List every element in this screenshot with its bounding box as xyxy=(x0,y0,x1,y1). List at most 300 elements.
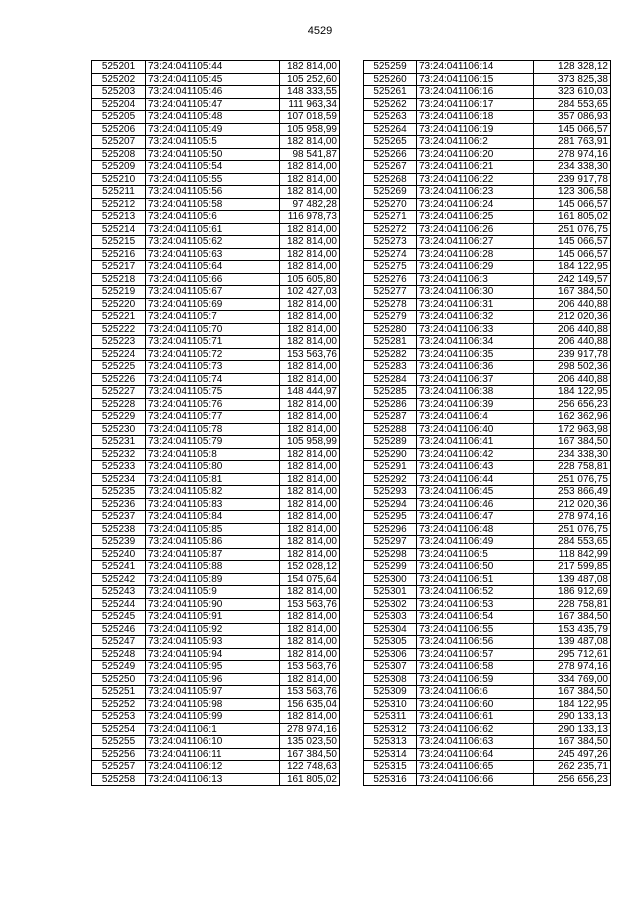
value-cell: 152 028,12 xyxy=(280,561,340,574)
record-number-cell: 525316 xyxy=(364,773,417,786)
value-cell: 182 814,00 xyxy=(280,461,340,474)
record-number-cell: 525291 xyxy=(364,461,417,474)
value-cell: 139 487,08 xyxy=(534,573,611,586)
table-row xyxy=(364,361,611,374)
cadastral-number-cell: 73:24:041106:49 xyxy=(417,536,534,549)
record-number-cell: 525277 xyxy=(364,286,417,299)
cadastral-number-cell: 73:24:041105:8 xyxy=(146,448,280,461)
value-cell: 290 133,13 xyxy=(534,723,611,736)
record-number-cell: 525209 xyxy=(92,161,146,174)
cadastral-number-cell: 73:24:041106:30 xyxy=(417,286,534,299)
record-number-cell: 525212 xyxy=(92,198,146,211)
table-row xyxy=(92,648,340,661)
cadastral-number-cell: 73:24:041105:5 xyxy=(146,136,280,149)
table-row xyxy=(92,523,340,536)
record-number-cell: 525261 xyxy=(364,86,417,99)
value-cell: 373 825,38 xyxy=(534,73,611,86)
cadastral-number-cell: 73:24:041106:20 xyxy=(417,148,534,161)
cadastral-number-cell: 73:24:041106:56 xyxy=(417,636,534,649)
table-row xyxy=(364,198,611,211)
record-number-cell: 525229 xyxy=(92,411,146,424)
record-number-cell: 525311 xyxy=(364,711,417,724)
record-number-cell: 525258 xyxy=(92,773,146,786)
cadastral-number-cell: 73:24:041105:62 xyxy=(146,236,280,249)
cadastral-number-cell: 73:24:041105:90 xyxy=(146,598,280,611)
record-number-cell: 525267 xyxy=(364,161,417,174)
cadastral-number-cell: 73:24:041106:11 xyxy=(146,748,280,761)
cadastral-number-cell: 73:24:041106:47 xyxy=(417,511,534,524)
table-row xyxy=(92,348,340,361)
value-cell: 184 122,95 xyxy=(534,386,611,399)
record-number-cell: 525211 xyxy=(92,186,146,199)
table-row xyxy=(364,548,611,561)
value-cell: 253 866,49 xyxy=(534,486,611,499)
value-cell: 153 563,76 xyxy=(280,598,340,611)
cadastral-number-cell: 73:24:041106:66 xyxy=(417,773,534,786)
table-row xyxy=(364,386,611,399)
cadastral-number-cell: 73:24:041106:17 xyxy=(417,98,534,111)
record-number-cell: 525202 xyxy=(92,73,146,86)
table-row xyxy=(92,111,340,124)
record-number-cell: 525252 xyxy=(92,698,146,711)
cadastral-number-cell: 73:24:041106:48 xyxy=(417,523,534,536)
value-cell: 242 149,57 xyxy=(534,273,611,286)
table-row xyxy=(92,223,340,236)
table-row xyxy=(364,711,611,724)
table-row xyxy=(364,748,611,761)
value-cell: 97 482,28 xyxy=(280,198,340,211)
value-cell: 167 384,50 xyxy=(534,611,611,624)
record-number-cell: 525314 xyxy=(364,748,417,761)
record-number-cell: 525241 xyxy=(92,561,146,574)
value-cell: 148 444,97 xyxy=(280,386,340,399)
value-cell: 139 487,08 xyxy=(534,636,611,649)
table-row xyxy=(364,311,611,324)
record-number-cell: 525307 xyxy=(364,661,417,674)
value-cell: 281 763,91 xyxy=(534,136,611,149)
cadastral-number-cell: 73:24:041106:13 xyxy=(146,773,280,786)
table-row xyxy=(364,348,611,361)
value-cell: 182 814,00 xyxy=(280,548,340,561)
cadastral-number-cell: 73:24:041106:61 xyxy=(417,711,534,724)
record-number-cell: 525278 xyxy=(364,298,417,311)
cadastral-number-cell: 73:24:041105:54 xyxy=(146,161,280,174)
table-row xyxy=(92,248,340,261)
table-row xyxy=(364,173,611,186)
value-cell: 162 362,96 xyxy=(534,411,611,424)
cadastral-number-cell: 73:24:041106:26 xyxy=(417,223,534,236)
record-number-cell: 525287 xyxy=(364,411,417,424)
value-cell: 228 758,81 xyxy=(534,461,611,474)
cadastral-number-cell: 73:24:041105:88 xyxy=(146,561,280,574)
table-row xyxy=(364,498,611,511)
record-number-cell: 525213 xyxy=(92,211,146,224)
cadastral-number-cell: 73:24:041106:63 xyxy=(417,736,534,749)
cadastral-number-cell: 73:24:041105:63 xyxy=(146,248,280,261)
table-row xyxy=(364,148,611,161)
value-cell: 184 122,95 xyxy=(534,698,611,711)
cadastral-number-cell: 73:24:041106:29 xyxy=(417,261,534,274)
table-row xyxy=(92,373,340,386)
record-number-cell: 525276 xyxy=(364,273,417,286)
record-number-cell: 525235 xyxy=(92,486,146,499)
record-number-cell: 525283 xyxy=(364,361,417,374)
value-cell: 161 805,02 xyxy=(280,773,340,786)
record-number-cell: 525315 xyxy=(364,761,417,774)
value-cell: 167 384,50 xyxy=(534,686,611,699)
record-number-cell: 525281 xyxy=(364,336,417,349)
record-number-cell: 525268 xyxy=(364,173,417,186)
table-row xyxy=(92,161,340,174)
table-row xyxy=(364,398,611,411)
table-row xyxy=(364,73,611,86)
table-row xyxy=(92,298,340,311)
value-cell: 102 427,03 xyxy=(280,286,340,299)
value-cell: 167 384,50 xyxy=(534,286,611,299)
cadastral-number-cell: 73:24:041105:47 xyxy=(146,98,280,111)
record-number-cell: 525203 xyxy=(92,86,146,99)
cadastral-number-cell: 73:24:041105:78 xyxy=(146,423,280,436)
record-number-cell: 525300 xyxy=(364,573,417,586)
table-row xyxy=(364,98,611,111)
value-cell: 161 805,02 xyxy=(534,211,611,224)
value-cell: 167 384,50 xyxy=(280,748,340,761)
record-number-cell: 525270 xyxy=(364,198,417,211)
table-row xyxy=(364,211,611,224)
cadastral-number-cell: 73:24:041106:54 xyxy=(417,611,534,624)
record-number-cell: 525226 xyxy=(92,373,146,386)
value-cell: 128 328,12 xyxy=(534,61,611,74)
table-row xyxy=(92,561,340,574)
table-row xyxy=(92,536,340,549)
cadastral-number-cell: 73:24:041105:73 xyxy=(146,361,280,374)
value-cell: 256 656,23 xyxy=(534,398,611,411)
value-cell: 323 610,03 xyxy=(534,86,611,99)
table-row xyxy=(92,323,340,336)
value-cell: 284 553,65 xyxy=(534,98,611,111)
table-row xyxy=(364,448,611,461)
cadastral-number-cell: 73:24:041105:83 xyxy=(146,498,280,511)
cadastral-number-cell: 73:24:041106:36 xyxy=(417,361,534,374)
record-number-cell: 525231 xyxy=(92,436,146,449)
table-row xyxy=(92,273,340,286)
cadastral-number-cell: 73:24:041105:50 xyxy=(146,148,280,161)
table-row xyxy=(92,423,340,436)
cadastral-number-cell: 73:24:041105:91 xyxy=(146,611,280,624)
cadastral-number-cell: 73:24:041105:72 xyxy=(146,348,280,361)
record-number-cell: 525232 xyxy=(92,448,146,461)
value-cell: 278 974,16 xyxy=(280,723,340,736)
value-cell: 182 814,00 xyxy=(280,323,340,336)
table-row xyxy=(364,573,611,586)
value-cell: 116 978,73 xyxy=(280,211,340,224)
value-cell: 105 958,99 xyxy=(280,436,340,449)
record-number-cell: 525234 xyxy=(92,473,146,486)
record-number-cell: 525269 xyxy=(364,186,417,199)
table-row xyxy=(364,473,611,486)
record-number-cell: 525251 xyxy=(92,686,146,699)
cadastral-number-cell: 73:24:041105:93 xyxy=(146,636,280,649)
record-number-cell: 525295 xyxy=(364,511,417,524)
cadastral-number-cell: 73:24:041105:80 xyxy=(146,461,280,474)
value-cell: 122 748,63 xyxy=(280,761,340,774)
record-number-cell: 525225 xyxy=(92,361,146,374)
cadastral-number-cell: 73:24:041105:48 xyxy=(146,111,280,124)
record-number-cell: 525233 xyxy=(92,461,146,474)
table-row xyxy=(92,623,340,636)
table-row xyxy=(92,636,340,649)
cadastral-number-cell: 73:24:041105:67 xyxy=(146,286,280,299)
record-number-cell: 525313 xyxy=(364,736,417,749)
record-number-cell: 525280 xyxy=(364,323,417,336)
value-cell: 98 541,87 xyxy=(280,148,340,161)
table-row xyxy=(364,373,611,386)
value-cell: 182 814,00 xyxy=(280,486,340,499)
cadastral-number-cell: 73:24:041106:46 xyxy=(417,498,534,511)
record-number-cell: 525220 xyxy=(92,298,146,311)
cadastral-number-cell: 73:24:041106:64 xyxy=(417,748,534,761)
record-number-cell: 525288 xyxy=(364,423,417,436)
table-row xyxy=(364,661,611,674)
cadastral-number-cell: 73:24:041105:89 xyxy=(146,573,280,586)
record-number-cell: 525227 xyxy=(92,386,146,399)
cadastral-number-cell: 73:24:041105:74 xyxy=(146,373,280,386)
table-row xyxy=(92,498,340,511)
cadastral-number-cell: 73:24:041106:35 xyxy=(417,348,534,361)
record-number-cell: 525305 xyxy=(364,636,417,649)
cadastral-number-cell: 73:24:041106:55 xyxy=(417,623,534,636)
table-row xyxy=(364,673,611,686)
table-row xyxy=(92,486,340,499)
cadastral-number-cell: 73:24:041105:94 xyxy=(146,648,280,661)
value-cell: 206 440,88 xyxy=(534,323,611,336)
cadastral-number-cell: 73:24:041106:1 xyxy=(146,723,280,736)
value-cell: 156 635,04 xyxy=(280,698,340,711)
table-row xyxy=(364,486,611,499)
record-number-cell: 525250 xyxy=(92,673,146,686)
value-cell: 217 599,85 xyxy=(534,561,611,574)
cadastral-number-cell: 73:24:041106:24 xyxy=(417,198,534,211)
value-cell: 251 076,75 xyxy=(534,223,611,236)
value-cell: 107 018,59 xyxy=(280,111,340,124)
value-cell: 154 075,64 xyxy=(280,573,340,586)
value-cell: 105 605,80 xyxy=(280,273,340,286)
record-number-cell: 525310 xyxy=(364,698,417,711)
value-cell: 278 974,16 xyxy=(534,661,611,674)
table-row xyxy=(364,436,611,449)
record-number-cell: 525274 xyxy=(364,248,417,261)
record-number-cell: 525243 xyxy=(92,586,146,599)
value-cell: 239 917,78 xyxy=(534,173,611,186)
table-row xyxy=(364,536,611,549)
value-cell: 123 306,58 xyxy=(534,186,611,199)
value-cell: 278 974,16 xyxy=(534,148,611,161)
cadastral-number-cell: 73:24:041105:85 xyxy=(146,523,280,536)
record-number-cell: 525285 xyxy=(364,386,417,399)
record-number-cell: 525253 xyxy=(92,711,146,724)
value-cell: 172 963,98 xyxy=(534,423,611,436)
record-number-cell: 525230 xyxy=(92,423,146,436)
value-cell: 182 814,00 xyxy=(280,536,340,549)
table-row xyxy=(92,586,340,599)
table-row xyxy=(92,198,340,211)
record-number-cell: 525264 xyxy=(364,123,417,136)
cadastral-number-cell: 73:24:041106:50 xyxy=(417,561,534,574)
cadastral-number-cell: 73:24:041106:27 xyxy=(417,236,534,249)
value-cell: 298 502,36 xyxy=(534,361,611,374)
table-row xyxy=(364,298,611,311)
cadastral-number-cell: 73:24:041106:22 xyxy=(417,173,534,186)
cadastral-number-cell: 73:24:041106:39 xyxy=(417,398,534,411)
record-number-cell: 525284 xyxy=(364,373,417,386)
value-cell: 234 338,30 xyxy=(534,448,611,461)
table-row xyxy=(92,236,340,249)
cadastral-number-cell: 73:24:041105:84 xyxy=(146,511,280,524)
table-row xyxy=(92,611,340,624)
value-cell: 182 814,00 xyxy=(280,236,340,249)
record-number-cell: 525239 xyxy=(92,536,146,549)
value-cell: 182 814,00 xyxy=(280,298,340,311)
cadastral-number-cell: 73:24:041106:4 xyxy=(417,411,534,424)
value-cell: 145 066,57 xyxy=(534,123,611,136)
cadastral-number-cell: 73:24:041106:42 xyxy=(417,448,534,461)
table-row xyxy=(364,161,611,174)
table-row xyxy=(364,523,611,536)
record-number-cell: 525263 xyxy=(364,111,417,124)
value-cell: 239 917,78 xyxy=(534,348,611,361)
cadastral-number-cell: 73:24:041106:25 xyxy=(417,211,534,224)
value-cell: 182 814,00 xyxy=(280,611,340,624)
value-cell: 153 563,76 xyxy=(280,661,340,674)
record-number-cell: 525306 xyxy=(364,648,417,661)
table-row xyxy=(92,261,340,274)
value-cell: 153 563,76 xyxy=(280,348,340,361)
table-row xyxy=(364,273,611,286)
cadastral-number-cell: 73:24:041105:66 xyxy=(146,273,280,286)
value-cell: 334 769,00 xyxy=(534,673,611,686)
value-cell: 234 338,30 xyxy=(534,161,611,174)
table-row xyxy=(364,586,611,599)
cadastral-number-cell: 73:24:041105:79 xyxy=(146,436,280,449)
table-row xyxy=(364,61,611,74)
record-number-cell: 525246 xyxy=(92,623,146,636)
value-cell: 182 814,00 xyxy=(280,311,340,324)
table-row xyxy=(92,361,340,374)
cadastral-number-cell: 73:24:041105:61 xyxy=(146,223,280,236)
cadastral-number-cell: 73:24:041106:40 xyxy=(417,423,534,436)
value-cell: 284 553,65 xyxy=(534,536,611,549)
record-number-cell: 525303 xyxy=(364,611,417,624)
record-number-cell: 525301 xyxy=(364,586,417,599)
record-number-cell: 525218 xyxy=(92,273,146,286)
value-cell: 145 066,57 xyxy=(534,198,611,211)
record-number-cell: 525312 xyxy=(364,723,417,736)
value-cell: 182 814,00 xyxy=(280,248,340,261)
cadastral-number-cell: 73:24:041106:38 xyxy=(417,386,534,399)
value-cell: 105 252,60 xyxy=(280,73,340,86)
record-number-cell: 525238 xyxy=(92,523,146,536)
record-number-cell: 525254 xyxy=(92,723,146,736)
value-cell: 206 440,88 xyxy=(534,373,611,386)
table-row xyxy=(92,448,340,461)
value-cell: 182 814,00 xyxy=(280,423,340,436)
value-cell: 145 066,57 xyxy=(534,248,611,261)
value-cell: 182 814,00 xyxy=(280,673,340,686)
table-row xyxy=(92,61,340,74)
record-number-cell: 525210 xyxy=(92,173,146,186)
record-number-cell: 525242 xyxy=(92,573,146,586)
record-number-cell: 525228 xyxy=(92,398,146,411)
value-cell: 251 076,75 xyxy=(534,473,611,486)
record-number-cell: 525297 xyxy=(364,536,417,549)
value-cell: 206 440,88 xyxy=(534,298,611,311)
record-number-cell: 525289 xyxy=(364,436,417,449)
record-number-cell: 525259 xyxy=(364,61,417,74)
cadastral-number-cell: 73:24:041106:5 xyxy=(417,548,534,561)
cadastral-number-cell: 73:24:041106:6 xyxy=(417,686,534,699)
cadastral-number-cell: 73:24:041106:65 xyxy=(417,761,534,774)
table-row xyxy=(92,773,340,786)
value-cell: 182 814,00 xyxy=(280,223,340,236)
value-cell: 182 814,00 xyxy=(280,173,340,186)
table-row xyxy=(364,561,611,574)
record-number-cell: 525271 xyxy=(364,211,417,224)
value-cell: 182 814,00 xyxy=(280,411,340,424)
table-row xyxy=(364,123,611,136)
value-cell: 290 133,13 xyxy=(534,711,611,724)
value-cell: 182 814,00 xyxy=(280,186,340,199)
record-number-cell: 525245 xyxy=(92,611,146,624)
table-row xyxy=(364,111,611,124)
table-row xyxy=(92,698,340,711)
cadastral-number-cell: 73:24:041105:70 xyxy=(146,323,280,336)
record-number-cell: 525244 xyxy=(92,598,146,611)
table-row xyxy=(364,598,611,611)
table-row xyxy=(364,136,611,149)
table-row xyxy=(92,86,340,99)
cadastral-number-cell: 73:24:041106:34 xyxy=(417,336,534,349)
cadastral-number-cell: 73:24:041105:75 xyxy=(146,386,280,399)
value-cell: 182 814,00 xyxy=(280,136,340,149)
value-cell: 278 974,16 xyxy=(534,511,611,524)
value-cell: 295 712,61 xyxy=(534,648,611,661)
table-row xyxy=(364,323,611,336)
cadastral-number-cell: 73:24:041106:21 xyxy=(417,161,534,174)
value-cell: 182 814,00 xyxy=(280,636,340,649)
cadastral-number-cell: 73:24:041106:52 xyxy=(417,586,534,599)
record-number-cell: 525257 xyxy=(92,761,146,774)
record-number-cell: 525208 xyxy=(92,148,146,161)
table-row xyxy=(92,748,340,761)
cadastral-number-cell: 73:24:041105:58 xyxy=(146,198,280,211)
record-number-cell: 525240 xyxy=(92,548,146,561)
table-row xyxy=(364,773,611,786)
record-number-cell: 525216 xyxy=(92,248,146,261)
value-cell: 182 814,00 xyxy=(280,648,340,661)
record-number-cell: 525286 xyxy=(364,398,417,411)
table-row xyxy=(364,411,611,424)
value-cell: 105 958,99 xyxy=(280,123,340,136)
table-row xyxy=(364,648,611,661)
record-number-cell: 525206 xyxy=(92,123,146,136)
cadastral-number-cell: 73:24:041105:71 xyxy=(146,336,280,349)
value-cell: 182 814,00 xyxy=(280,498,340,511)
table-row xyxy=(92,673,340,686)
cadastral-number-cell: 73:24:041106:28 xyxy=(417,248,534,261)
value-cell: 111 963,34 xyxy=(280,98,340,111)
table-row xyxy=(92,736,340,749)
table-row xyxy=(364,186,611,199)
